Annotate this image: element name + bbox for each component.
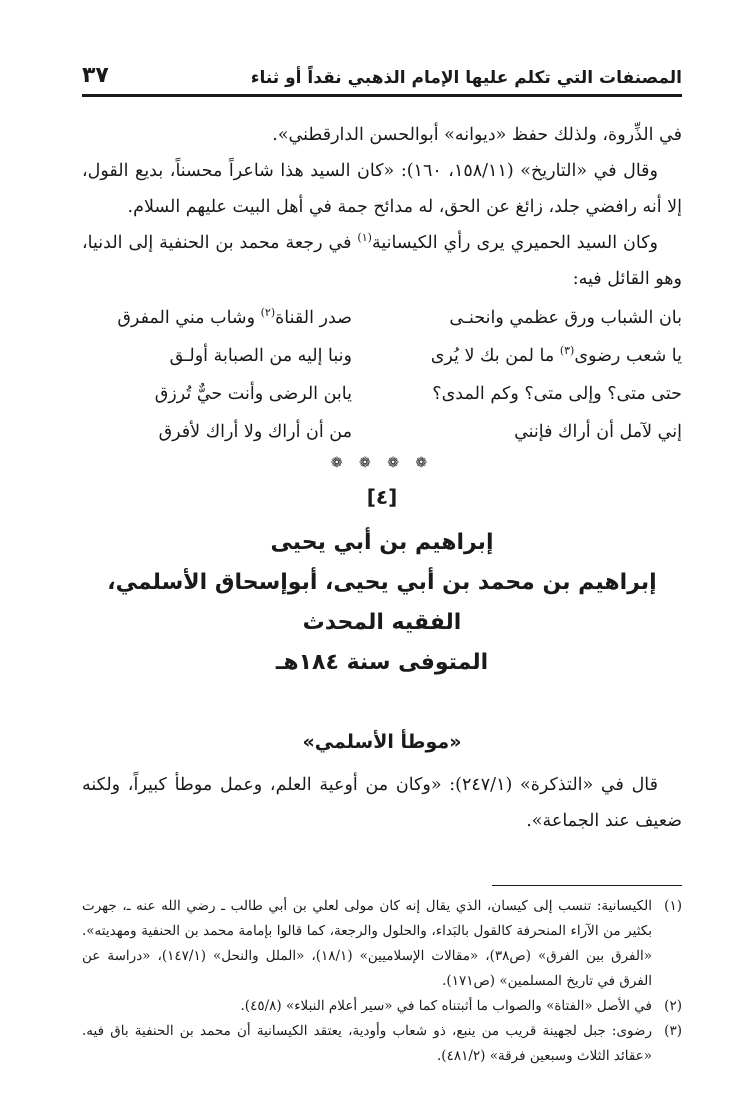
footnote-number: (٣)	[664, 1023, 682, 1039]
poem-line	[82, 375, 682, 413]
poem-hemistich-first	[412, 337, 682, 375]
main-text	[82, 117, 682, 297]
entry-name: إبراهيم بن أبي يحيى	[270, 530, 494, 555]
poem-line	[82, 337, 682, 375]
poem-hemistich-text-end: وشاب مني المفرق	[117, 308, 261, 328]
footnote-text: في الأصل «الفتاة» والصواب ما أثبتناه كما في «سير أعلام النبلاء» (٤٥/٨).	[240, 998, 652, 1014]
footnote-ref-3: (٣)	[559, 344, 575, 358]
poem-hemistich-second	[82, 299, 352, 337]
paragraph-3	[82, 225, 682, 297]
poem-hemistich-first: حتى متى؟ وإلى متى؟ وكم المدى؟	[432, 384, 682, 404]
footnote	[82, 994, 682, 1019]
entry-death-date: المتوفى سنة ١٨٤هـ	[275, 650, 489, 675]
page-number: ٣٧	[82, 63, 109, 88]
poem-hemistich-text: صدر القناة	[275, 308, 352, 328]
poem	[82, 299, 682, 451]
footnote-text: رضوى: جبل لجهينة قريب من ينبع، ذو شعاب وأودية، يعتقد الكيسانية أن محمد بن الحنفية باق فيه. «عقائد الثلاث وسبعين فرقة» (٤٨١/٢).	[82, 1023, 652, 1064]
paragraph-1: في الذِّروة، ولذلك حفظ «ديوانه» أبوالحسن الدارقطني».	[272, 125, 682, 145]
footnote	[82, 894, 682, 994]
footnotes	[82, 894, 682, 1069]
running-header	[82, 52, 682, 97]
poem-hemistich-second: ونبا إليه من الصبابة أولـق	[169, 346, 352, 366]
work-title: «موطأ الأسلمي»	[302, 731, 462, 753]
poem-hemistich-first: بان الشباب ورق عظمي وانحنـى	[449, 308, 682, 328]
footnote-number: (١)	[664, 898, 682, 914]
footnote-number: (٢)	[664, 998, 682, 1014]
entry-number: [٤]	[366, 485, 398, 509]
footnote-ref-1: (١)	[357, 231, 372, 245]
header-title: المصنفات التي تكلم عليها الإمام الذهبي نقداً أو ثناء	[250, 68, 682, 88]
paragraph-2: وقال في «التاريخ» (١٥٨/١١، ١٦٠): «كان السيد هذا شاعراً محسناً، بديع القول، إلا أنه رافضي جلد، زائغ عن الحق، له مدائح جمة في أهل البيت عليهم السلام.	[82, 161, 682, 217]
poem-hemistich-second: من أن أراك ولا أراك لأفرق	[158, 422, 352, 442]
poem-hemistich-text-end: ما لمن بك لا يُرى	[430, 346, 560, 366]
poem-hemistich-first: إني لآمل أن أراك فإنني	[514, 422, 682, 442]
poem-hemistich-text: يا شعب رضوى	[574, 346, 682, 366]
poem-hemistich-second: يابن الرضى وأنت حيٌّ تُرزق	[154, 384, 352, 404]
work-quote: قال في «التذكرة» (٢٤٧/١): «وكان من أوعية العلم، وعمل موطأ كبيراً، ولكنه ضعيف عند الجماعة».	[82, 775, 682, 831]
paragraph-3-text: وكان السيد الحميري يرى رأي الكيسانية	[371, 233, 658, 253]
section-separator: ❁ ❁ ❁ ❁	[330, 455, 434, 471]
footnote	[82, 1019, 682, 1069]
paragraph-3-text-end: في رجعة محمد بن الحنفية إلى الدنيا، وهو القائل فيه:	[82, 233, 682, 289]
footnote-text: الكيسانية: تنسب إلى كيسان، الذي يقال إنه كان مولى لعلي بن أبي طالب ـ رضي الله عنه ـ، جهرت بكثير من الآراء المنحرفة كالقول بالبَداء، والحلول والرجعة، كما قالوا بإمامة محمد بن الحنفية ومهديته». «الفرق بين الفرق» (ص٣٨)، «مقالات الإسلاميين» (١٨/١)، «الملل والنحل» (١٤٧/١)، «دراسة عن الفرق في تاريخ المسلمين» (ص١٧١).	[82, 898, 652, 989]
footnote-ref-2: (٢)	[260, 306, 276, 320]
poem-line	[82, 299, 682, 337]
footnote-divider	[492, 885, 682, 886]
book-page	[82, 52, 682, 1069]
entry-full-name: إبراهيم بن محمد بن أبي يحيى، أبوإسحاق الأسلمي، الفقيه المحدث	[107, 570, 657, 635]
poem-line	[82, 413, 682, 451]
